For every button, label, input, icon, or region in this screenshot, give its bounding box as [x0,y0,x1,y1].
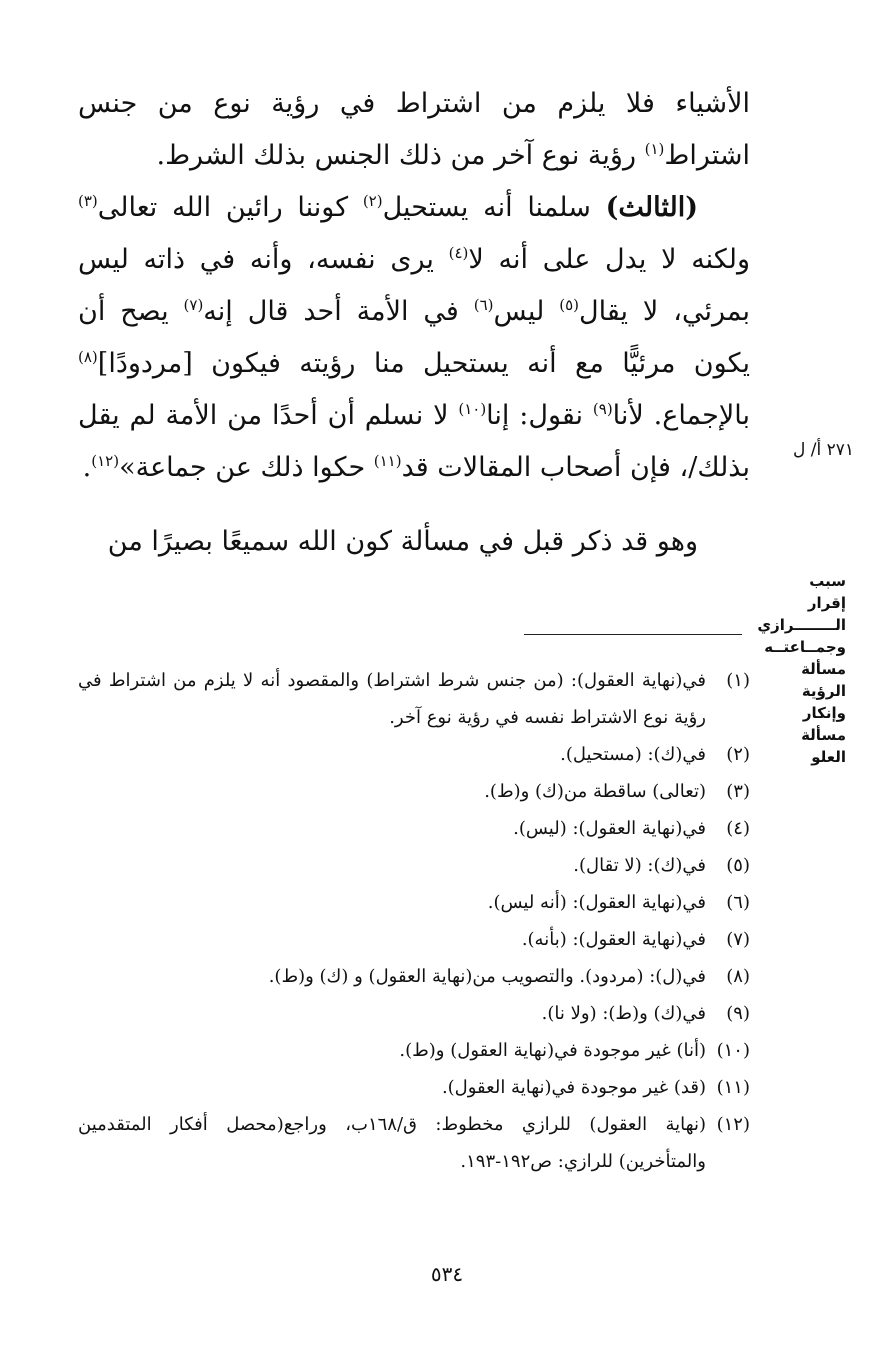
paragraph-text: الأشياء فلا يلزم من اشتراط في رؤية نوع من جنس اشتراط [78,88,750,171]
footnote-text: في(نهاية العقول): (من جنس شرط اشتراط) والمقصود أنه لا يلزم من اشتراط في رؤية نوع الاشتراط نفسه في رؤية نوع آخر. [78,670,706,728]
footnote-number: (٣) [726,781,750,802]
footnote [78,810,750,847]
footnote [78,736,750,773]
manuscript-folio-ref: ٢٧١ أ/ ل [792,440,854,460]
footnote-number: (٨) [726,966,750,987]
paragraph-2 [78,182,750,494]
footnote [78,773,750,810]
footnote-number: (٦) [726,892,750,913]
footnote-number: (٥) [726,855,750,876]
paragraph-text: يصح أن يكون مرئيًّا مع أنه يستحيل منا رؤيته فيكون [مردودًا] [78,296,750,379]
footnote-marker[interactable]: (١٢) [91,452,120,470]
paragraph-text: نقول: إنا [486,400,593,431]
footnote [78,847,750,884]
footnote-marker[interactable]: (١١) [373,452,402,470]
footnote [78,884,750,921]
footnote-text: في(نهاية العقول): (بأنه). [521,929,706,950]
footnote-number: (٤) [726,818,750,839]
footnote-text: في(ك): (مستحيل). [560,744,706,765]
section-label: (الثالث) [605,192,698,223]
footnote-text: في(ك) و(ط): (ولا نا). [541,1003,706,1024]
paragraph-3: وهو قد ذكر قبل في مسألة كون الله سميعًا بصيرًا من [107,526,698,557]
paragraph-text: سلمنا أنه يستحيل [382,192,606,223]
footnote-number: (١٢) [716,1114,750,1135]
paragraph-text: بالإجماع. لأنا [612,400,750,431]
footnote-text: في(ك): (لا تقال). [573,855,706,876]
footnote-text: (أنا) غير موجودة في(نهاية العقول) و(ط). [399,1040,706,1061]
footnote-text: في(نهاية العقول): (ليس). [513,818,706,839]
footnote-marker[interactable]: (٩) [592,400,613,418]
paragraph-1 [78,78,750,182]
footnote [78,995,750,1032]
side-heading [757,570,846,768]
page-number: ٥٣٤ [430,1262,464,1286]
side-heading-line: الــــــــرازي [757,616,846,634]
footnote-text: (نهاية العقول) للرازي مخطوط: ق/١٦٨ب، وراجع(محصل أفكار المتقدمين والمتأخرين) للرازي: ص١٩٢-١٩٣. [78,1114,706,1172]
footnote-text: في(ل): (مردود). والتصويب من(نهاية العقول) و (ك) و(ط). [268,966,706,987]
side-heading-line: وإنكار مسألة [801,704,846,744]
paragraph-text: ولكنه لا يدل على أنه لا [468,244,750,275]
footnote-text: (قد) غير موجودة في(نهاية العقول). [441,1077,706,1098]
footnote-marker[interactable]: (٣) [78,192,98,210]
footnote-marker[interactable]: (٢) [362,192,383,210]
paragraph-text: رؤية نوع آخر من ذلك الجنس بذلك الشرط. [156,140,645,171]
paragraph-text: حكوا ذلك عن جماعة» [119,452,374,483]
main-text [78,78,750,568]
footnote-marker[interactable]: (٤) [448,244,469,262]
footnote-marker[interactable]: (٦) [473,296,494,314]
paragraph-text: يرى نفسه، وأنه في ذاته ليس بمرئي، لا يقال [78,244,750,327]
side-heading-line: سبب إقرار [807,572,846,612]
footnote [78,662,750,736]
side-heading-line: العلو [811,748,846,766]
footnote-number: (١٠) [716,1040,750,1061]
footnote [78,1106,750,1180]
footnote [78,958,750,995]
footnote-separator [524,634,742,635]
footnote-text: (تعالى) ساقطة من(ك) و(ط). [484,781,706,802]
footnote-marker[interactable]: (١) [644,140,665,158]
paragraph-text: . [82,452,92,483]
footnote [78,1069,750,1106]
footnote-number: (٧) [726,929,750,950]
footnotes [78,662,750,1180]
paragraph-text: في الأمة أحد قال إنه [203,296,474,327]
paragraph-text: ليس [493,296,560,327]
footnote-number: (١) [726,670,750,691]
footnote-marker[interactable]: (٥) [559,296,579,314]
footnote [78,1032,750,1069]
paragraph-text: كوننا رائين الله تعالى [97,192,363,223]
footnote [78,921,750,958]
footnote-number: (١١) [716,1077,750,1098]
paragraph-text: لا نسلم أن أحدًا من الأمة لم يقل بذلك/، فإن أصحاب المقالات قد [78,400,750,483]
footnote-marker[interactable]: (٨) [78,348,98,366]
side-heading-line: وجمــاعتــه [764,638,846,656]
footnote-number: (٩) [726,1003,750,1024]
footnote-number: (٢) [726,744,750,765]
footnote-marker[interactable]: (٧) [183,296,204,314]
side-heading-line: مسألة الرؤية [801,660,846,700]
footnote-marker[interactable]: (١٠) [458,400,487,418]
footnote-text: في(نهاية العقول): (أنه ليس). [487,892,706,913]
